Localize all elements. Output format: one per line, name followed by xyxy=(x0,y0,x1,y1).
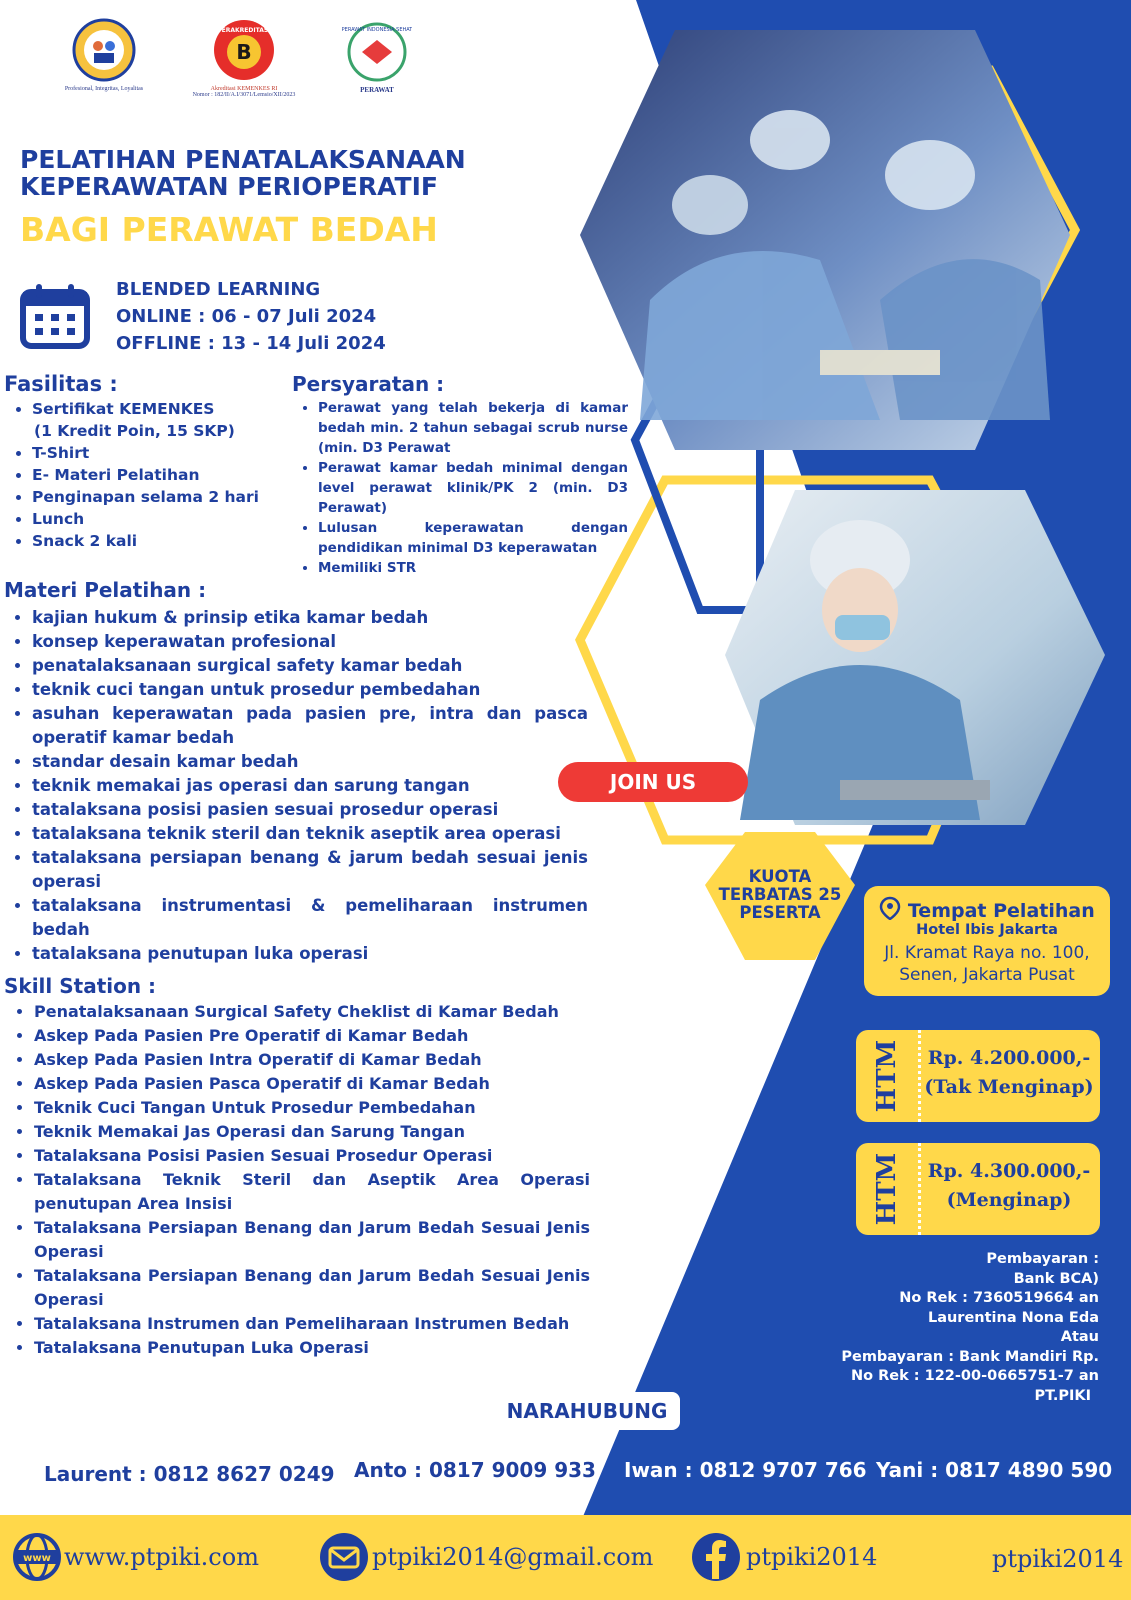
ppni-tagline: Profesional, Integritas, Loyalitas xyxy=(64,86,144,92)
facilities-heading: Fasilitas : xyxy=(4,372,118,396)
quota-line-1: KUOTA xyxy=(748,867,812,886)
venue-address-1: Jl. Kramat Raya no. 100, xyxy=(884,943,1090,963)
accreditation-grade: B xyxy=(236,40,252,64)
list-item: • Penginapan selama 2 hari xyxy=(32,486,284,508)
list-item: • tatalaksana instrumentasi & pemeliharaan instrumen bedah xyxy=(32,894,588,942)
list-item: • teknik cuci tangan untuk prosedur pembedahan xyxy=(32,678,588,702)
price-amount: Rp. 4.200.000,- xyxy=(927,1047,1091,1069)
payment-line: No Rek : 7360519664 an xyxy=(899,1290,1099,1306)
footer-facebook[interactable] xyxy=(690,1532,877,1582)
learning-mode: BLENDED LEARNING xyxy=(116,279,321,300)
quota-line-3: PESERTA xyxy=(739,903,821,922)
page-title xyxy=(20,146,466,200)
location-pin-icon xyxy=(879,896,901,920)
quota-text xyxy=(705,868,855,922)
venue-card xyxy=(864,886,1110,996)
payment-line: Pembayaran : Bank Mandiri Rp. xyxy=(841,1348,1099,1365)
list-item: • Askep Pada Pasien Pre Operatif di Kamar Bedah xyxy=(34,1024,590,1048)
accreditation-number: Nomor : 182/II/A.I/3071/Lemsio/XII/2023 xyxy=(192,92,296,98)
accreditation-logo xyxy=(184,18,304,98)
payment-line: No Rek : 122-00-0665751-7 an xyxy=(850,1368,1099,1384)
title-line-2: KEPERAWATAN PERIOPERATIF xyxy=(20,172,438,201)
list-item: • standar desain kamar bedah xyxy=(32,750,588,774)
contact-iwan[interactable]: Iwan : 0812 9707 766 xyxy=(624,1458,867,1482)
list-item: • Tatalaksana Posisi Pasien Sesuai Prosedur Operasi xyxy=(34,1144,590,1168)
ppni-emblem xyxy=(48,16,160,82)
list-item: • Perawat yang telah bekerja di kamar bedah min. 2 tahun sebagai scrub nurse (min. D3 Perawat xyxy=(318,398,628,458)
list-item: • tatalaksana teknik steril dan teknik aseptik area operasi xyxy=(32,822,588,846)
requirements-list xyxy=(292,398,628,578)
list-item: • penatalaksanaan surgical safety kamar bedah xyxy=(32,654,588,678)
ticket-stub xyxy=(856,1143,921,1235)
venue-hotel: Hotel Ibis Jakarta xyxy=(916,922,1058,938)
ticket-label: HTM xyxy=(872,1152,902,1226)
perawat-ring-text: PERAWAT INDONESIA SEHAT xyxy=(342,27,412,33)
list-item: • Askep Pada Pasien Intra Operatif di Kamar Bedah xyxy=(34,1048,590,1072)
perawat-logo xyxy=(342,20,412,94)
certificate-note: (1 Kredit Poin, 15 SKP) xyxy=(34,422,235,440)
list-item: • Tatalaksana Penutupan Luka Operasi xyxy=(34,1336,590,1360)
materials-heading: Materi Pelatihan : xyxy=(4,578,207,602)
facebook-link[interactable]: ptpiki2014 xyxy=(746,1543,878,1571)
venue-address-2: Senen, Jakarta Pusat xyxy=(899,965,1075,985)
ppni-logo xyxy=(48,16,160,92)
contact-anto[interactable]: Anto : 0817 9009 933 xyxy=(354,1458,596,1482)
list-item: • kajian hukum & prinsip etika kamar bedah xyxy=(32,606,588,630)
materials-list xyxy=(4,606,588,966)
online-dates: ONLINE : 06 - 07 Juli 2024 xyxy=(116,306,377,327)
schedule-block xyxy=(116,276,386,357)
facebook-icon xyxy=(690,1531,742,1583)
payment-line: Bank BCA) xyxy=(1013,1270,1099,1287)
list-item: • Tatalaksana Persiapan Benang dan Jarum Bedah Sesuai Jenis Operasi xyxy=(34,1216,590,1264)
footer-website[interactable] xyxy=(12,1532,259,1582)
list-item: • E- Materi Pelatihan xyxy=(32,464,284,486)
list-item: • tatalaksana posisi pasien sesuai prosedur operasi xyxy=(32,798,588,822)
price-ticket-no-stay xyxy=(856,1030,1100,1122)
facilities-section xyxy=(4,372,284,552)
email-icon xyxy=(318,1531,370,1583)
ticket-label: HTM xyxy=(872,1039,902,1113)
list-item: • Memiliki STR xyxy=(318,558,628,578)
payment-line: Atau xyxy=(1060,1329,1099,1345)
payment-line: Laurentina Nona Eda xyxy=(927,1309,1099,1326)
list-item: • Penatalaksanaan Surgical Safety Cheklist di Kamar Bedah xyxy=(34,1000,590,1024)
facilities-list xyxy=(4,398,284,552)
list-item: • Perawat kamar bedah minimal dengan level perawat klinik/PK 2 (min. D3 Perawat) xyxy=(318,458,628,518)
requirements-section xyxy=(292,372,628,578)
website-link[interactable]: www.ptpiki.com xyxy=(64,1543,259,1571)
skills-list xyxy=(4,1000,590,1360)
list-item: • asuhan keperawatan pada pasien pre, intra dan pasca operatif kamar bedah xyxy=(32,702,588,750)
perawat-emblem xyxy=(342,20,412,82)
list-item: • teknik memakai jas operasi dan sarung tangan xyxy=(32,774,588,798)
email-link[interactable]: ptpiki2014@gmail.com xyxy=(372,1543,654,1571)
payment-line: PT.PIKI xyxy=(1034,1387,1091,1404)
list-item: • Lunch xyxy=(32,508,284,530)
title-line-1: PELATIHAN PENATALAKSANAAN xyxy=(20,145,466,174)
join-us-button[interactable]: JOIN US xyxy=(558,762,748,802)
price-ticket-stay xyxy=(856,1143,1100,1235)
offline-dates: OFFLINE : 13 - 14 Juli 2024 xyxy=(116,333,386,354)
list-item: • tatalaksana persiapan benang & jarum bedah sesuai jenis operasi xyxy=(32,846,588,894)
list-item: • T-Shirt xyxy=(32,442,284,464)
perawat-label: PERAWAT xyxy=(360,86,394,94)
accreditation-caption: Akreditasi KEMENKES RI xyxy=(210,86,278,92)
contact-yani[interactable]: Yani : 0817 4890 590 xyxy=(876,1458,1113,1482)
ticket-stub xyxy=(856,1030,921,1122)
materials-section xyxy=(4,578,588,966)
list-item: • Tatalaksana Instrumen dan Pemeliharaan Instrumen Bedah xyxy=(34,1312,590,1336)
requirements-heading: Persyaratan : xyxy=(292,372,445,396)
price-note: (Menginap) xyxy=(946,1189,1072,1211)
venue-heading: Tempat Pelatihan xyxy=(907,900,1095,922)
quota-line-2: TERBATAS 25 xyxy=(718,885,842,904)
list-item: • Teknik Cuci Tangan Untuk Prosedur Pembedahan xyxy=(34,1096,590,1120)
calendar-icon xyxy=(20,282,92,350)
list-item: • Askep Pada Pasien Pasca Operatif di Kamar Bedah xyxy=(34,1072,590,1096)
list-item: • Sertifikat KEMENKES (1 Kredit Poin, 15 SKP) xyxy=(32,398,284,442)
page-subtitle: BAGI PERAWAT BEDAH xyxy=(20,210,438,249)
list-item: • Lulusan keperawatan dengan pendidikan minimal D3 keperawatan xyxy=(318,518,628,558)
accreditation-top-text: TERAKREDITASI xyxy=(217,27,271,34)
skills-section xyxy=(4,974,590,1360)
list-item: • Tatalaksana Persiapan Benang dan Jarum Bedah Sesuai Jenis Operasi xyxy=(34,1264,590,1312)
list-item: • Tatalaksana Teknik Steril dan Aseptik Area Operasi penutupan Area Insisi xyxy=(34,1168,590,1216)
price-amount: Rp. 4.300.000,- xyxy=(927,1160,1091,1182)
instagram-handle[interactable]: ptpiki2014 xyxy=(992,1545,1124,1573)
ticket-price xyxy=(922,1044,1096,1102)
contact-laurent[interactable]: Laurent : 0812 8627 0249 xyxy=(44,1462,335,1486)
contacts-heading: NARAHUBUNG xyxy=(494,1392,680,1430)
list-item: • Teknik Memakai Jas Operasi dan Sarung Tangan xyxy=(34,1120,590,1144)
list-item: • konsep keperawatan profesional xyxy=(32,630,588,654)
payment-line: Pembayaran : xyxy=(986,1251,1099,1267)
footer-email[interactable] xyxy=(318,1532,653,1582)
globe-label: www xyxy=(23,1553,51,1564)
list-item: • Snack 2 kali xyxy=(32,530,284,552)
globe-icon xyxy=(12,1532,62,1582)
ticket-price xyxy=(922,1157,1096,1215)
accreditation-emblem xyxy=(184,18,304,82)
list-item: • tatalaksana penutupan luka operasi xyxy=(32,942,588,966)
skills-heading: Skill Station : xyxy=(4,974,157,998)
payment-info xyxy=(779,1250,1099,1406)
price-note: (Tak Menginap) xyxy=(924,1076,1094,1098)
venue-heading-row xyxy=(864,896,1110,922)
